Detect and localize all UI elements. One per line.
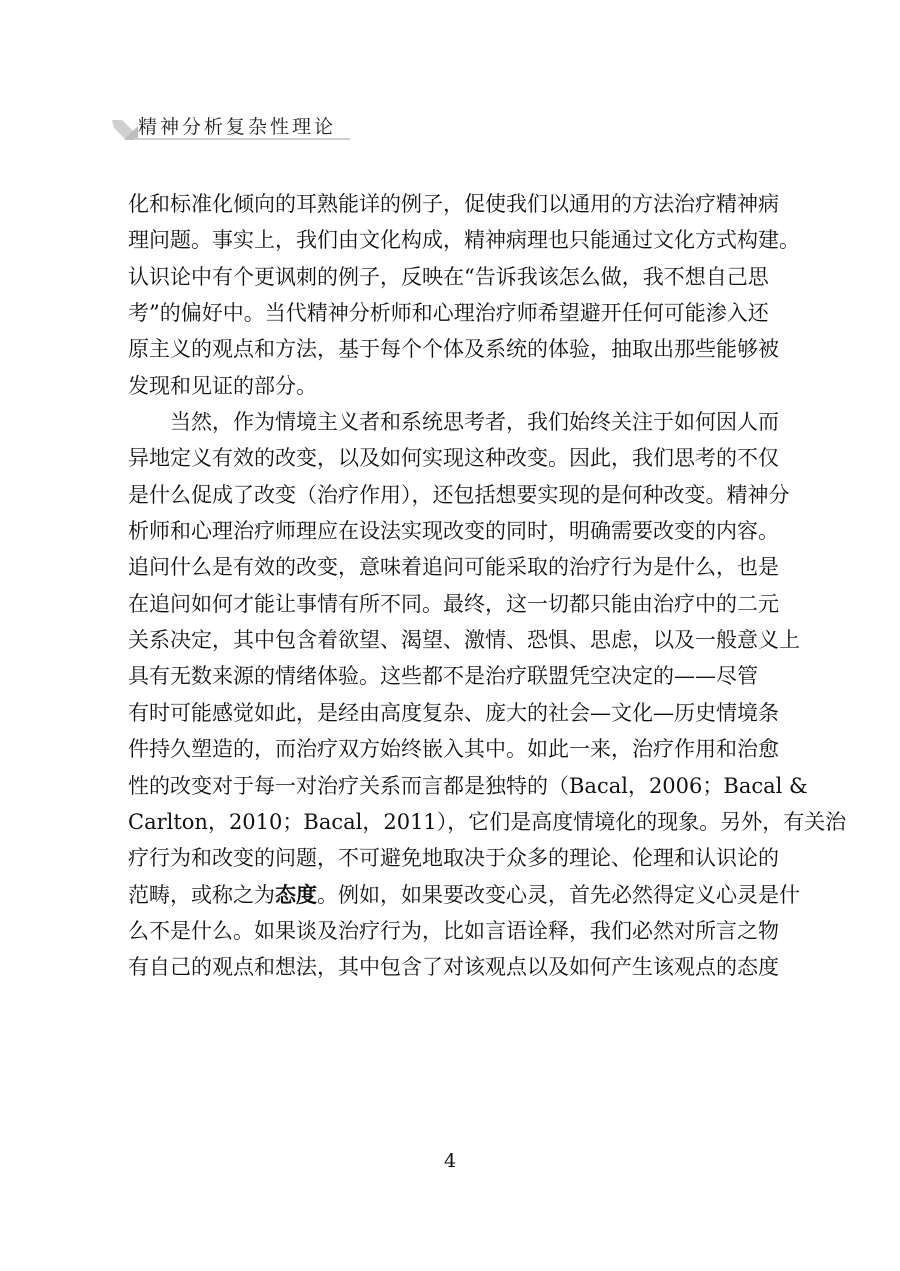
text-segment: 范畴，或称之为	[128, 882, 275, 907]
text-line: 具有无数来源的情绪体验。这些都不是治疗联盟凭空决定的——尽管	[128, 664, 758, 689]
text-line: Carlton，2010；Bacal，2011），它们是高度情境化的现象。另外，有关治	[128, 809, 847, 834]
text-line: 关系决定，其中包含着欲望、渴望、激情、恐惧、思虑，以及一般意义上	[128, 628, 800, 653]
running-header	[110, 108, 342, 146]
body-text	[128, 186, 847, 986]
text-line: 认识论中有个更讽刺的例子，反映在“告诉我该怎么做，我不想自己思	[128, 264, 769, 289]
text-line: 追问什么是有效的改变，意味着追问可能采取的治疗行为是什么，也是	[128, 555, 779, 580]
paragraph	[128, 186, 800, 404]
text-line: 析师和心理治疗师理应在设法实现改变的同时，明确需要改变的内容。	[128, 519, 779, 544]
header-rule	[134, 138, 350, 140]
text-line	[128, 877, 800, 913]
bold-term: 态度	[275, 881, 317, 907]
text-line: 有自己的观点和想法，其中包含了对该观点以及如何产生该观点的态度	[128, 955, 779, 980]
arrow-icon	[110, 116, 140, 146]
text-line: 性的改变对于每一对治疗关系而言都是独特的（Bacal，2006；Bacal &	[128, 773, 808, 798]
text-line: 么不是什么。如果谈及治疗行为，比如言语诠释，我们必然对所言之物	[128, 918, 779, 943]
text-line: 有时可能感觉如此，是经由高度复杂、庞大的社会—文化—历史情境条	[128, 700, 779, 725]
text-line: 化和标准化倾向的耳熟能详的例子，促使我们以通用的方法治疗精神病	[128, 192, 779, 216]
text-line: 理问题。事实上，我们由文化构成，精神病理也只能通过文化方式构建。	[128, 228, 800, 253]
text-line: 原主义的观点和方法，基于每个个体及系统的体验，抽取出那些能够被	[128, 337, 779, 362]
text-line: 件持久塑造的，而治疗双方始终嵌入其中。如此一来，治疗作用和治愈	[128, 737, 779, 762]
text-line: 当然，作为情境主义者和系统思考者，我们始终关注于如何因人而	[170, 410, 779, 435]
text-line: 疗行为和改变的问题，不可避免地取决于众多的理论、伦理和认识论的	[128, 846, 779, 871]
text-segment: 。例如，如果要改变心灵，首先必然得定义心灵是什	[317, 882, 800, 907]
text-line: 在追问如何才能让事情有所不同。最终，这一切都只能由治疗中的二元	[128, 591, 779, 616]
text-line: 考”的偏好中。当代精神分析师和心理治疗师希望避开任何可能渗入还	[128, 301, 769, 326]
text-line: 异地定义有效的改变，以及如何实现这种改变。因此，我们思考的不仅	[128, 446, 779, 471]
paragraph	[128, 404, 847, 986]
text-line: 发现和见证的部分。	[128, 373, 317, 398]
book-title: 精神分析复杂性理论	[138, 116, 337, 138]
text-line: 是什么促成了改变（治疗作用），还包括想要实现的是何种改变。精神分	[128, 482, 790, 507]
page-number: 4	[443, 1150, 457, 1172]
